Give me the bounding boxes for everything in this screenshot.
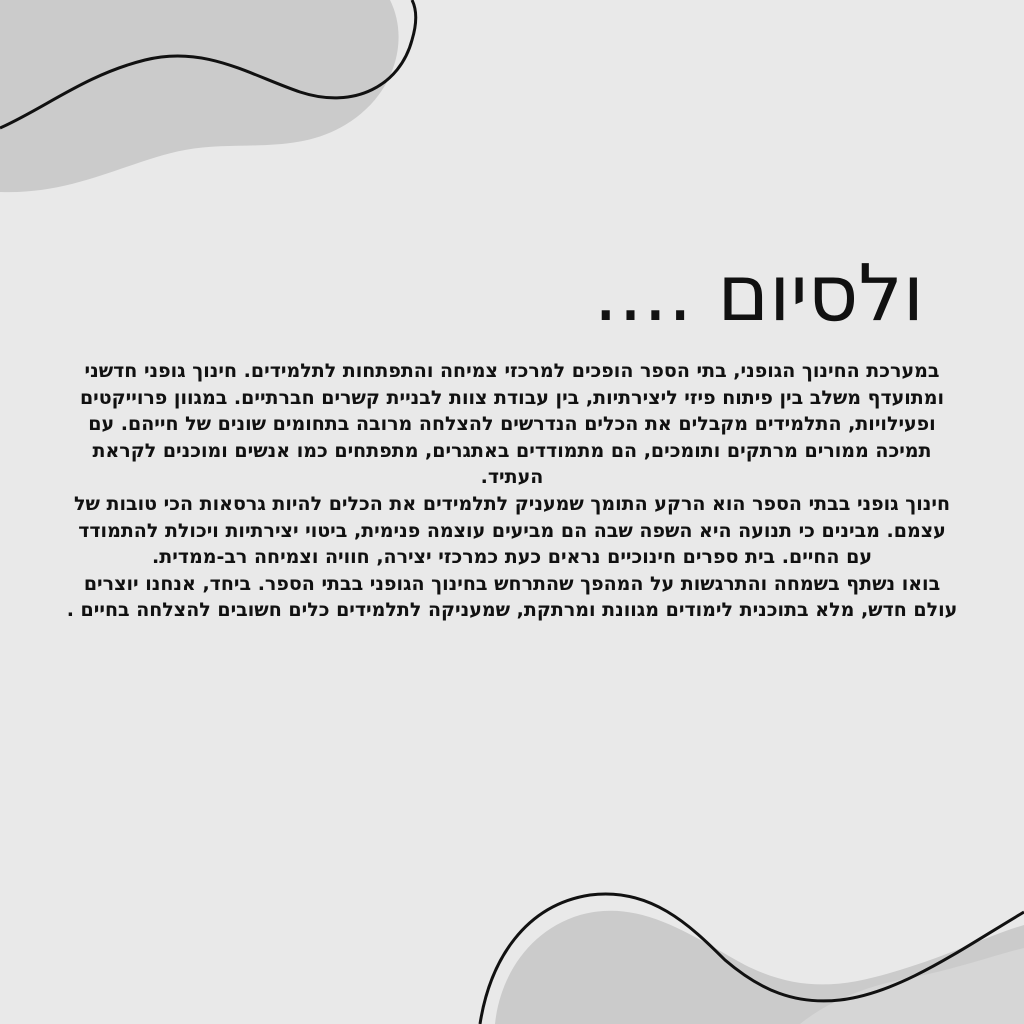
paragraph-3: בואו נשתף בשמחה והתרגשות על המהפך שהתרחש בחינוך הגופני בבתי הספר. ביחד, אנחנו יוצרים עולם חדש, מלא בתוכנית לימודים מגוונת ומרתקת, שמעניקה לתלמידים כלים חשובים להצלחה בחיים . <box>66 572 958 622</box>
page-title: ולסיום .... <box>593 249 924 339</box>
paragraph-2: חינוך גופני בבתי הספר הוא הרקע התומך שמעניק לתלמידים את הכלים להיות גרסאות הכי טובות של עצמם. מבינים כי תנועה היא השפה שבה הם מביעים עוצמה פנימית, ביטוי יצירתיות ויכולת להתמודד עם החיים. בית ספרים חינוכיים נראים כעת כמרכזי יצירה, חוויה וצמיחה רב-ממדית. <box>73 492 951 569</box>
body-text <box>62 358 962 624</box>
paragraph-1: במערכת החינוך הגופני, בתי הספר הופכים למרכזי צמיחה והתפתחות לתלמידים. חינוך גופני חדשני ומתועדף משלב בין פיתוח פיזי ליצירתיות, בין עבודת צוות לבניית קשרים חברתיים. במגוון פרוייקטים ופעילויות, התלמידים מקבלים את הכלים הנדרשים להצלחה מרובה בתחומים שונים של חייהם. עם תמיכה ממורים מרתקים ותומכים, הם מתמודדים באתגרים, מתפתחים כמו אנשים ומוכנים לקראת העתיד. <box>79 360 945 489</box>
